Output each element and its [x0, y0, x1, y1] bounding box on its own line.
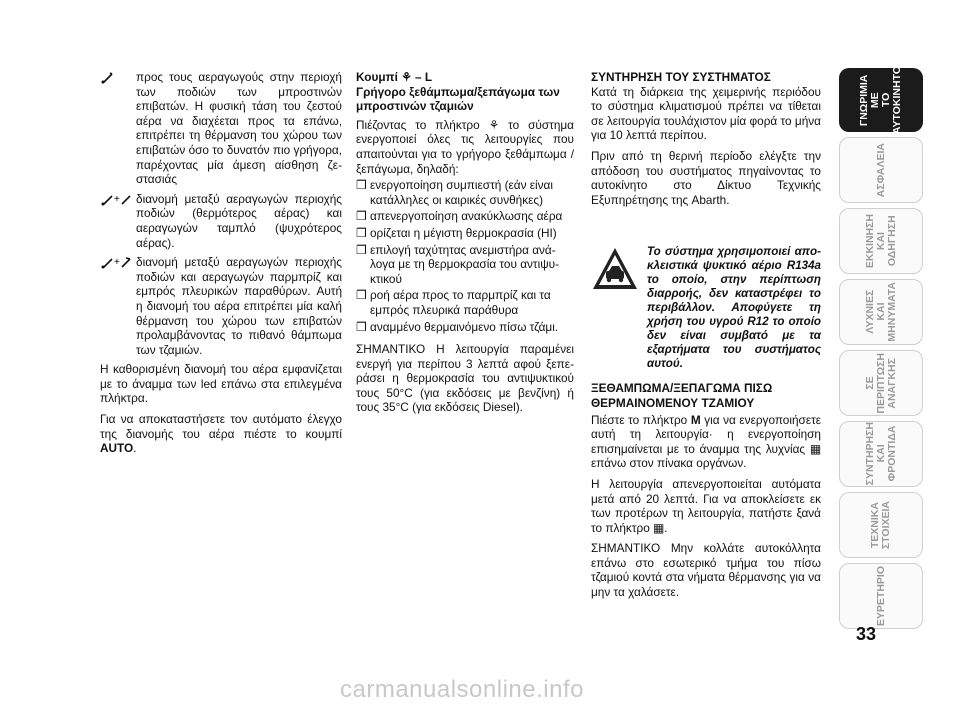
- tab-emergency[interactable]: ΣΕ ΠΕΡΙΠΤΩΣΗ ΑΝΑΓΚΗΣ: [839, 350, 923, 416]
- rear-defrost-paragraph-2: Η λειτουργία απενεργοποιείται αυτόματα μετά από 20 λεπτά. Για να αποκλείσετε εκ των προτέρων τη λειτουργία, πατήστε ξανά το πλήκτρο ▦.: [591, 476, 821, 535]
- checkbox-bullet-icon: ❒: [356, 288, 367, 303]
- checkbox-bullet-icon: ❒: [356, 319, 367, 334]
- feet-windscreen-airflow-icon: [100, 255, 136, 274]
- auto-text: Για να αποκαταστήσετε τον αυτόματο έλεγχο της διανομής του αέρα πιέστε το κουμπί: [100, 412, 342, 441]
- airflow-option-feet: [100, 70, 342, 187]
- column-1: [100, 70, 342, 462]
- maintenance-paragraph-1: Κατά τη διάρκεια της χειμερινής περιόδου το σύστημα κλιματισμού πρέπει να τίθεται σε λειτουργία τουλάχιστον μία φορά το μήνα για 10 λεπτά περίπου.: [591, 84, 821, 143]
- defrost-subheading: Γρήγορο ξεθάμπωμα/ξεπάγωμα των μπροστινών τζαμιών: [356, 84, 560, 114]
- feet-airflow-icon: [100, 70, 136, 89]
- svg-text:+: +: [114, 193, 120, 205]
- rear-defrost-paragraph-1: Πιέστε το πλήκτρο M για να ενεργοποιήσετε αυτή τη λειτουργία· η ενεργοποίηση επισημαίνεται με το άναμμα της λυχνίας ▦ επάνω στον πίνακα οργάνων.: [591, 412, 822, 471]
- section-tabs: [839, 65, 923, 634]
- auto-button-label: AUTO: [100, 441, 134, 456]
- page-number: 33: [856, 624, 877, 644]
- defrost-intro: Πιέζοντας το πλήκτρο ⚘ το σύστημα ενεργοποιεί όλες τις λειτουργίες που απαιτούνται για το γρήγορο ξεθάμπωμα / ξεπάγωμα, δηλαδή:: [356, 117, 574, 176]
- checkbox-bullet-icon: ❒: [356, 225, 367, 240]
- list-item: ❒ επιλογή ταχύτητας ανεμιστήρα ανάλογα με τη θερμοκρασία του αντιψυκτικού: [356, 242, 560, 286]
- auto-text-end: .: [133, 441, 137, 456]
- maintenance-paragraph-2: Πριν από τη θερινή περίοδο ελέγξτε την απόδοση του συστήματος πηγαίνοντας το αυτοκίνητο στο Δίκτυο Τεχνικής Εξυπηρέτησης της Abarth.: [591, 148, 821, 207]
- airflow-option-feet-dash: [100, 192, 342, 250]
- tab-technical-data[interactable]: ΤΕΧΝΙΚΑ ΣΤΟΙΧΕΙΑ: [839, 492, 923, 558]
- list-item: ❒ ορίζεται η μέγιστη θερμοκρασία (HI): [356, 225, 557, 240]
- rear-defrost-heading-2: ΘΕΡΜΑΙΝΟΜΕΝΟΥ ΤΖΑΜΙΟΥ: [591, 395, 755, 410]
- list-item: ❒ απενεργοποίηση ανακύκλωσης αέρα: [356, 209, 563, 224]
- tab-getting-to-know[interactable]: ΓΝΩΡΙΜΙΑ ΜΕ ΤΟ ΑΥΤΟΚΙΝΗΤΟ: [839, 68, 923, 132]
- tab-maintenance[interactable]: ΣΥΝΤΗΡΗΣΗ ΚΑΙ ΦΡΟΝΤΙΔΑ: [839, 421, 923, 487]
- paragraph-auto: [100, 412, 342, 456]
- airflow-option-feet-windscreen: [100, 255, 342, 357]
- maintenance-heading: ΣΥΝΤΗΡΗΣΗ ΤΟΥ ΣΥΣΤΗΜΑΤΟΣ: [591, 70, 771, 84]
- defrost-button-heading: Κουμπί ⚘ – L: [356, 70, 433, 84]
- warning-text: Το σύστημα χρησιμοποιεί αποκλειστικά ψυκτικό αέριο R134a το οποίο, στην περίπτωση διαρροής, δεν καταστρέφει το περιβάλλον. Αποφύγετε τη χρήση του υγρού R12 το οποίο δεν είναι συμβατό με τα εξαρτήματα του συστήματος αυτού.: [647, 245, 821, 371]
- list-item: ❒ ροή αέρα προς το παρμπρίζ και τα εμπρός πλευρικά παράθυρα: [356, 288, 551, 317]
- warning-triangle-icon: [591, 245, 639, 293]
- column-3: [591, 70, 821, 606]
- watermark: carmanualsonline.info: [340, 676, 584, 703]
- defrost-functions-list: [356, 178, 574, 334]
- rear-defrost-important-note: ΣΗΜΑΝΤΙΚΟ Μην κολλάτε αυτοκόλλητα επάνω στο εσωτερικό τμήμα του πίσω τζαμιού κοντά στα νήματα θέρμανσης για να μην τα χαλάσετε.: [591, 541, 821, 600]
- tab-index[interactable]: ΕΥΡΕΤΗΡΙΟ: [839, 563, 923, 629]
- column-2: [356, 70, 574, 421]
- rear-defrost-heading-1: ΞΕΘΑΜΠΩΜΑ/ΞΕΠΑΓΩΜΑ ΠΙΣΩ: [591, 381, 773, 396]
- feet-dash-airflow-icon: [100, 192, 136, 211]
- environment-warning: [591, 245, 821, 371]
- airflow-feet-dash-text: διανομή μεταξύ αεραγωγών περιοχής ποδιών (θερμότερος αέρας) και αεραγωγών ταμπλό (ψυχρότερος αέρας).: [136, 191, 342, 250]
- checkbox-bullet-icon: ❒: [356, 242, 367, 257]
- list-item: ❒ ενεργοποίηση συμπιεστή (εάν είναι κατάλληλες οι καιρικές συνθήκες): [356, 178, 553, 207]
- defrost-important-note: ΣΗΜΑΝΤΙΚΟ Η λειτουργία παραμένει ενεργή για περίπου 3 λεπτά αφού ξεπεράσει η θερμοκρασία του αντιψυκτικού τους 50°C (για εκδόσεις με βενζίνη) ή τους 35°C (για εκδόσεις Diesel).: [356, 342, 574, 415]
- m-button-label: M: [690, 412, 701, 427]
- tab-safety[interactable]: ΑΣΦΑΛΕΙΑ: [839, 137, 923, 203]
- tab-warning-lights[interactable]: ΛΥΧΝΙΕΣ ΚΑΙ ΜΗΝΥΜΑΤΑ: [839, 279, 923, 345]
- svg-text:+: +: [114, 257, 120, 269]
- paragraph-led: Η καθορισμένη διανομή του αέρα εμφανίζεται με το άναμμα των led επάνω στα επιλεγμένα πλήκτρα.: [100, 362, 342, 406]
- list-item: ❒ αναμμένο θερμαινόμενο πίσω τζάμι.: [356, 319, 559, 334]
- airflow-feet-text: προς τους αεραγωγούς στην περιοχή των ποδιών των μπροστινών επιβατών. Η φυσική τάση του ζεστού αέρα να διαχέεται προς τα επάνω, επιτρέπει τη θέρμανση του χώρου των επιβατών όσο το δυνατόν πιο γρήγορα, παρέχοντας μία άμεση αίσθηση ζεστασιάς: [136, 70, 342, 187]
- checkbox-bullet-icon: ❒: [356, 209, 367, 224]
- tab-starting-driving[interactable]: ΕΚΚΙΝΗΣΗ ΚΑΙ ΟΔΗΓΗΣΗ: [839, 208, 923, 274]
- airflow-feet-windscreen-text: διανομή μεταξύ αεραγωγών περιοχής ποδιών και αεραγωγών παρμπρίζ και εμπρός πλευρικών παραθύρων. Αυτή η διανομή του αέρα επιτρέπει μία καλή θέρμανση του χώρου των επιβατών προλαμβάνοντας το πιθανό θάμπωμα των τζαμιών.: [136, 255, 342, 357]
- checkbox-bullet-icon: ❒: [356, 178, 367, 193]
